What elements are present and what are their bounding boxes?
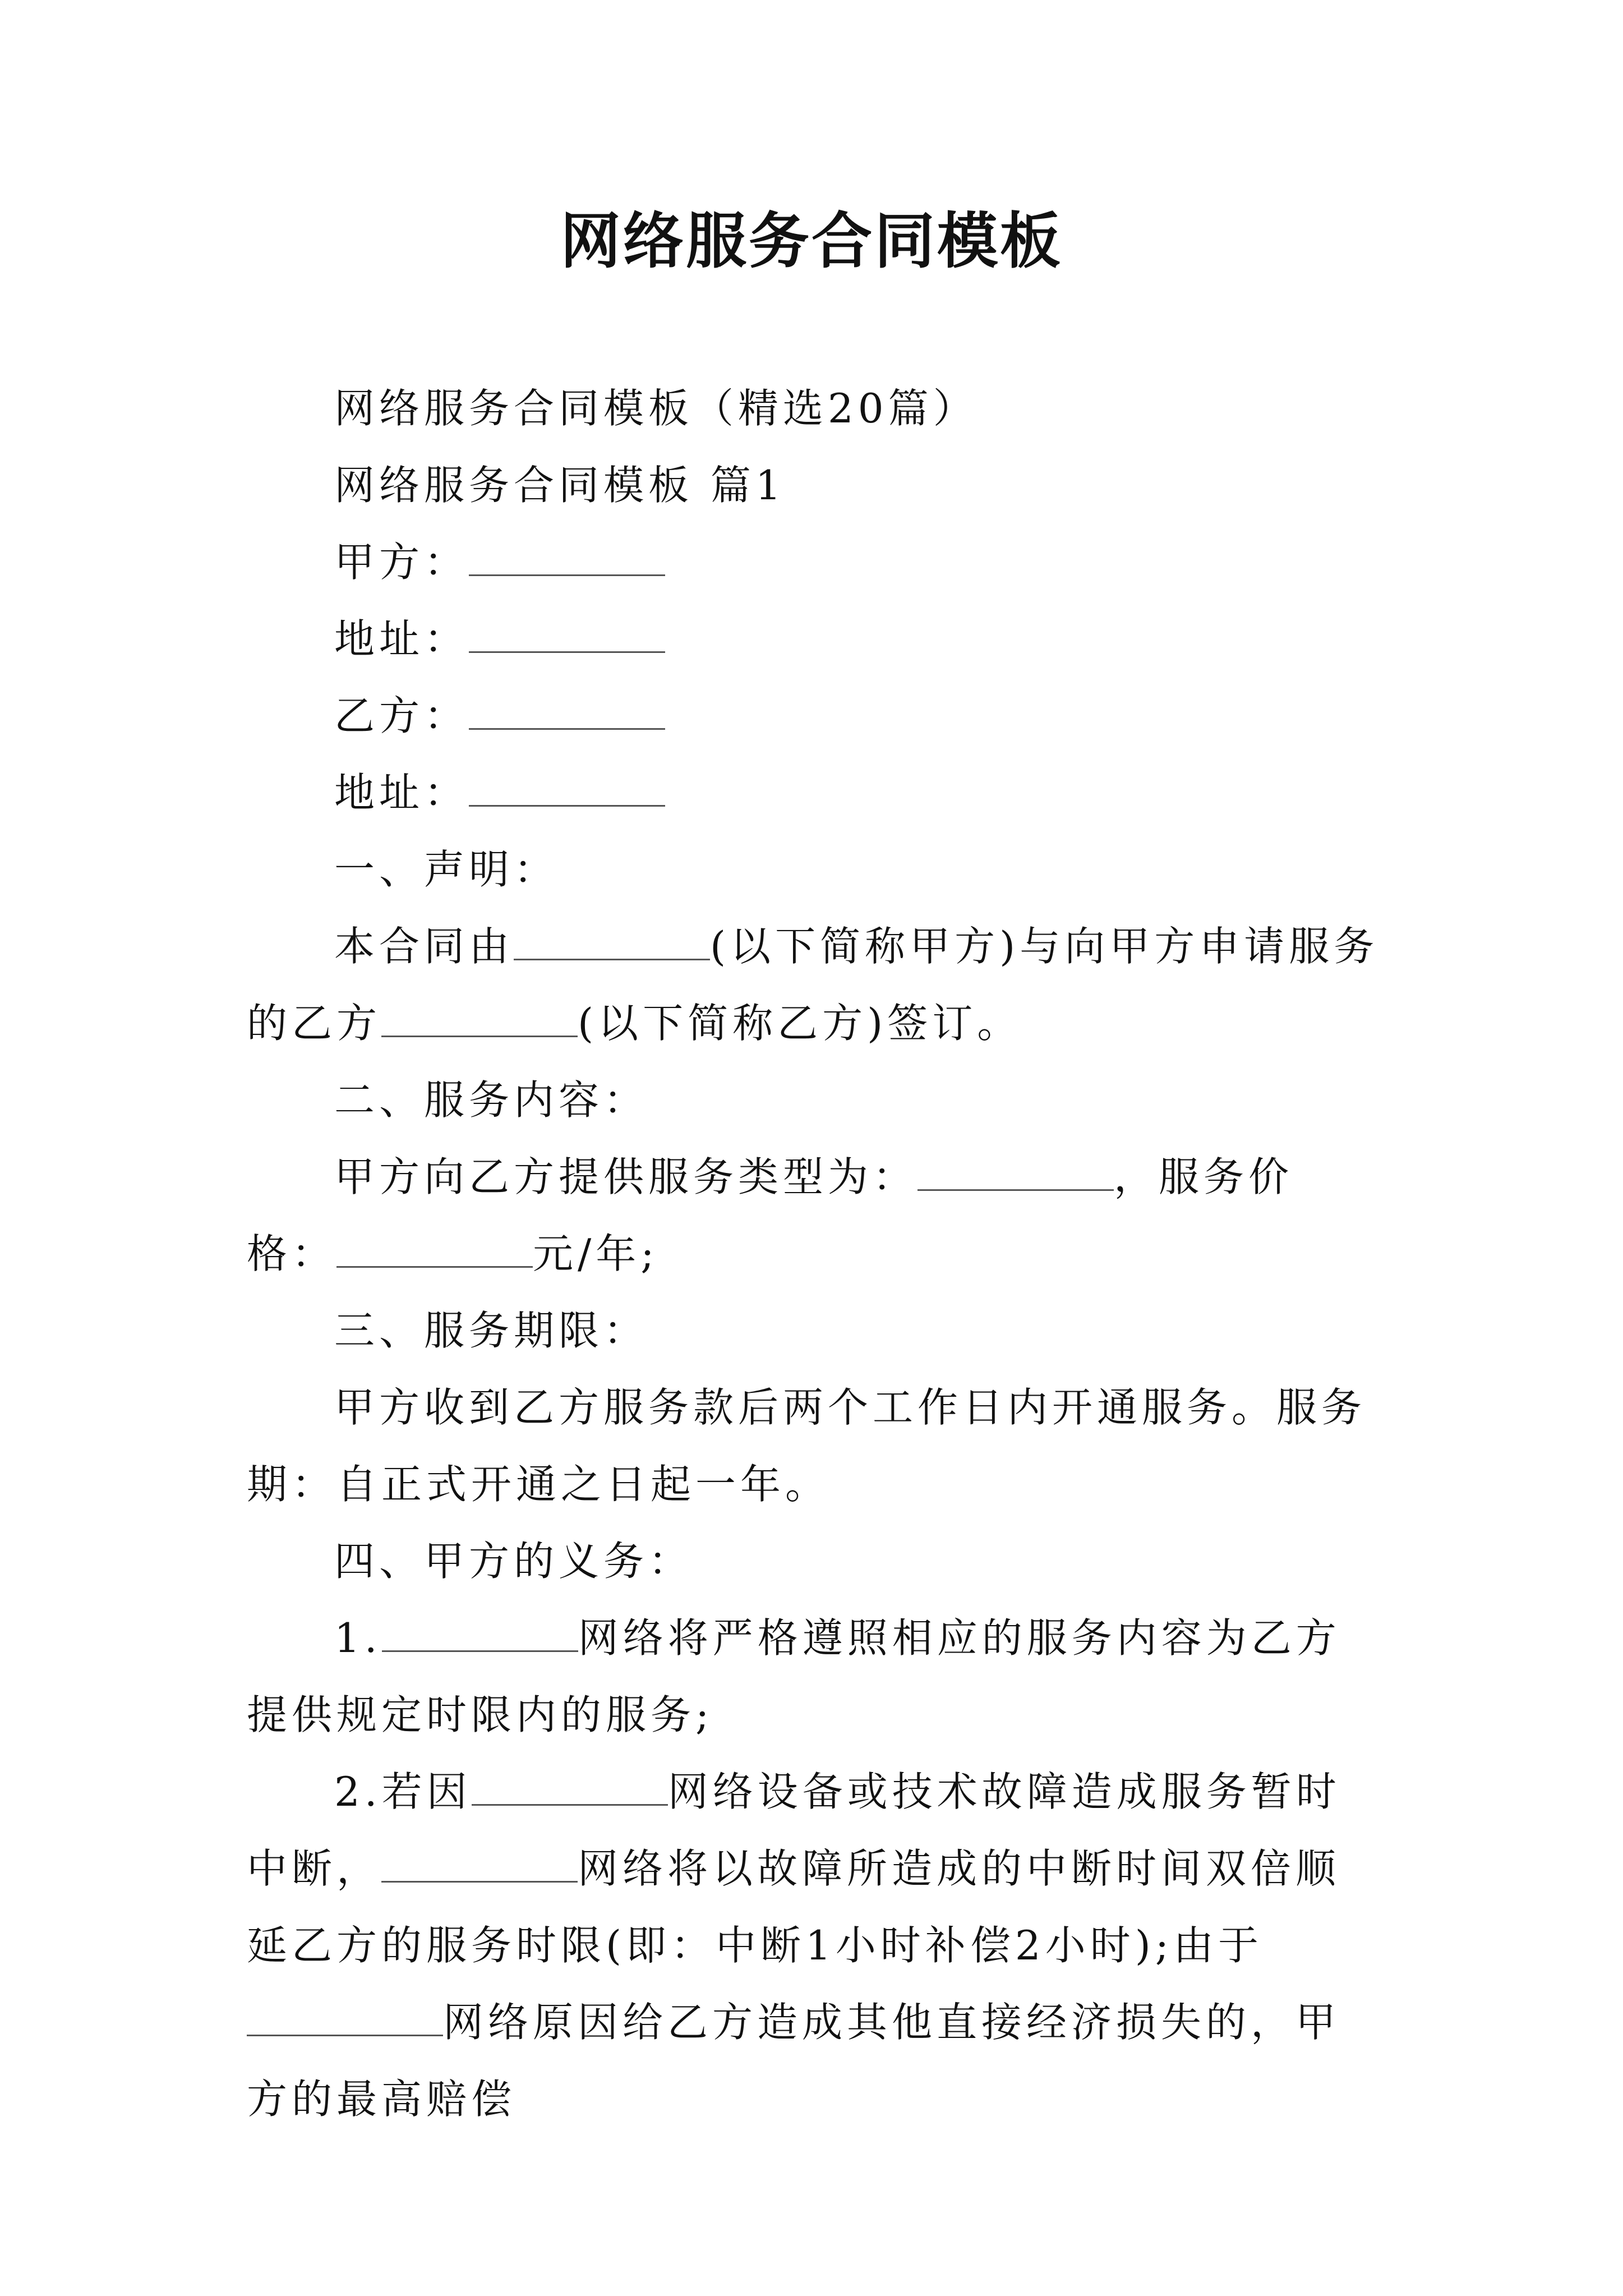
party-a-line: [247, 524, 1380, 601]
section-4-item-2-text-2: 网络设备或技术故障造成服务暂时中断，: [247, 1768, 1341, 1892]
section-4-item-1-text: 网络将严格遵照相应的服务内容为乙方提供规定时限内的服务;: [247, 1614, 1341, 1738]
section-3-heading: 三、服务期限：: [334, 1307, 649, 1354]
address-a-blank: [469, 618, 665, 653]
section-3-body: 甲方收到乙方服务款后两个工作日内开通服务。服务期：自正式开通之日起一年。: [247, 1384, 1367, 1508]
party-a-blank: [469, 541, 665, 576]
address-b-blank: [469, 771, 665, 807]
party-b-line: [247, 678, 1380, 754]
section-4-item-2-blank-1: [472, 1770, 668, 1806]
party-b-label: 乙方：: [334, 692, 469, 739]
section-4-item-1-blank: [382, 1617, 578, 1652]
section-4-item-2-text-3: 网络将以故障所造成的中断时间双倍顺延乙方的服务时限(即：中断1小时补偿2小时);由于: [247, 1845, 1341, 1969]
section-4-heading: 四、甲方的义务：: [334, 1538, 694, 1585]
section-1-heading: 一、声明：: [334, 846, 559, 893]
section-2-body: [247, 1139, 1380, 1292]
section-4-item-2-blank-2: [381, 1847, 578, 1883]
section-4-item-2: [247, 1754, 1380, 2138]
section-1-body: [247, 908, 1380, 1062]
section-2-text-1: 甲方向乙方提供服务类型为：: [334, 1153, 918, 1200]
section-4-item-1: [247, 1600, 1380, 1754]
subtitle-paragraph: 网络服务合同模板（精选20篇）: [334, 385, 978, 432]
address-b-line: [247, 754, 1380, 831]
section-4-item-1-number: 1.: [334, 1614, 382, 1662]
section-1-text-3: (以下简称乙方)签订。: [578, 1000, 1022, 1047]
section-1-blank-2: [381, 1002, 578, 1037]
address-b-label: 地址：: [334, 769, 469, 816]
section-2-blank-2: [336, 1232, 533, 1268]
section-2-text-2: ，服务价格：: [247, 1153, 1294, 1277]
address-a-label: 地址：: [334, 615, 469, 662]
section-1-blank-1: [514, 925, 710, 960]
section-4-item-2-blank-3: [247, 2001, 443, 2036]
party-a-label: 甲方：: [334, 539, 469, 586]
section-2-heading: 二、服务内容：: [334, 1076, 649, 1124]
party-b-blank: [469, 694, 665, 730]
section-1-text-1: 本合同由: [334, 923, 514, 970]
address-a-line: [247, 601, 1380, 678]
document-title: 网络服务合同模板: [560, 206, 1063, 277]
section-1-text-2: (以下简称甲方)与向甲方申请服务的乙方: [247, 923, 1379, 1047]
section-4-item-2-text-1: 2.若因: [334, 1768, 472, 1815]
section-2-blank-1: [917, 1156, 1114, 1191]
section-2-text-3: 元/年;: [533, 1230, 659, 1277]
document-body: [247, 370, 1380, 2138]
chapter-heading: 网络服务合同模板 篇1: [334, 462, 786, 509]
section-4-item-2-text-4: 网络原因给乙方造成其他直接经济损失的，甲方的最高赔偿: [247, 1999, 1341, 2123]
